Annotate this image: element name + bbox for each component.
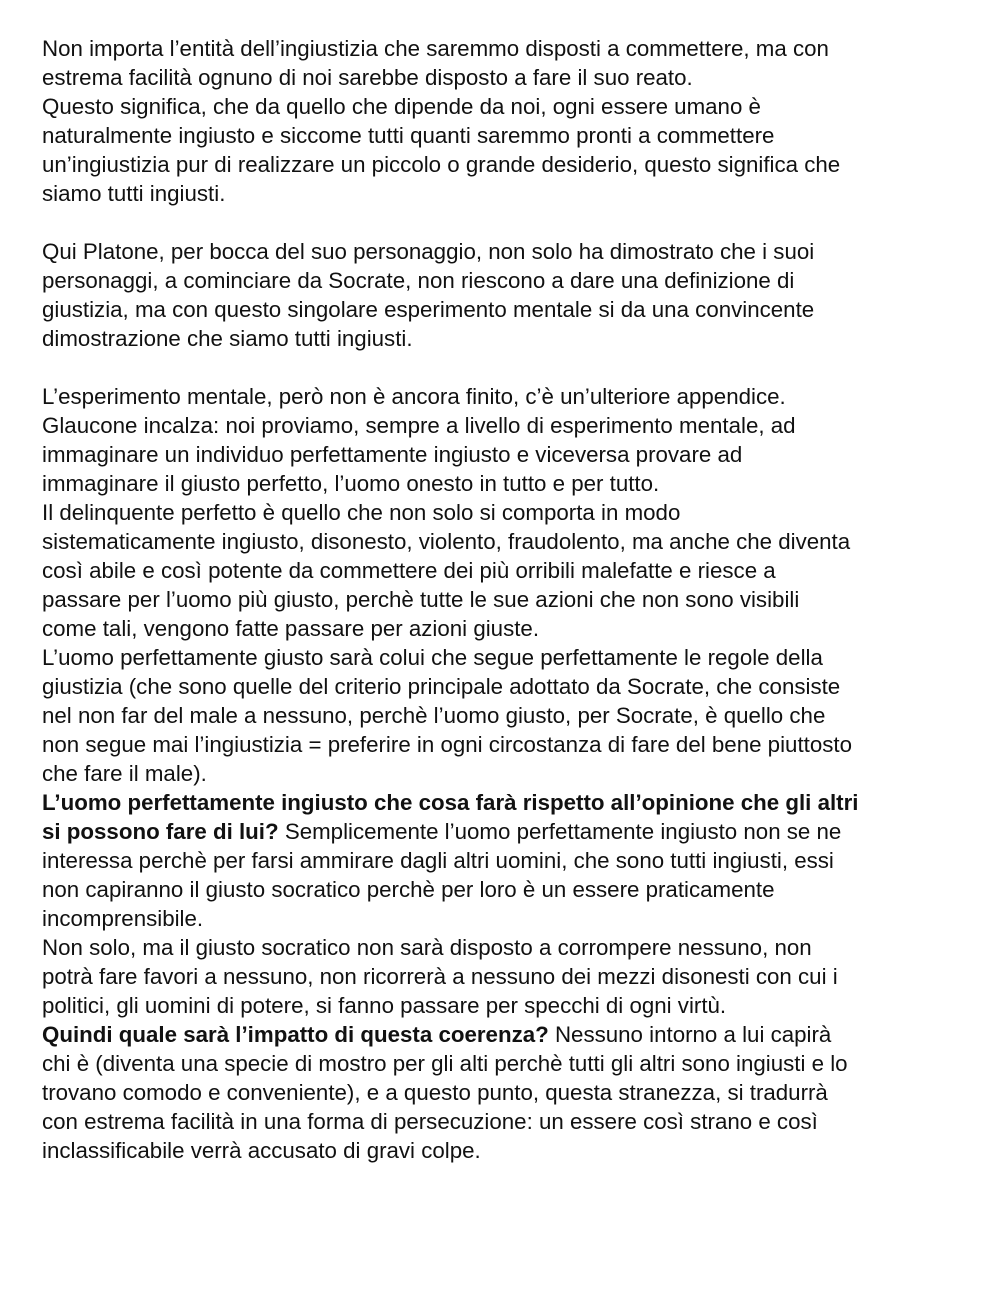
text-block-question-2 (42, 1020, 972, 1049)
text-line: Questo significa, che da quello che dipende da noi, ogni essere umano è (42, 94, 761, 119)
text-run: Nessuno intorno a lui capirà (548, 1022, 832, 1047)
mixed-line (42, 1020, 972, 1049)
text-line: con estrema facilità in una forma di persecuzione: un essere così strano e così (42, 1109, 818, 1134)
text-block-after-question-1 (42, 846, 972, 1020)
text-line: siamo tutti ingiusti. (42, 181, 226, 206)
text-line: che fare il male). (42, 761, 207, 786)
text-block-question-1 (42, 788, 972, 846)
text-line: Glaucone incalza: noi proviamo, sempre a livello di esperimento mentale, ad (42, 413, 796, 438)
text-line: personaggi, a cominciare da Socrate, non riescono a dare una definizione di (42, 268, 795, 293)
text-block-after-question-2 (42, 1049, 972, 1165)
text-line: estrema facilità ognuno di noi sarebbe disposto a fare il suo reato. (42, 65, 693, 90)
bold-question: Quindi quale sarà l’impatto di questa coerenza? (42, 1022, 549, 1047)
text-line: immaginare il giusto perfetto, l’uomo onesto in tutto e per tutto. (42, 471, 660, 496)
text-line: sistematicamente ingiusto, disonesto, violento, fraudolento, ma anche che diventa (42, 529, 851, 554)
text-line: naturalmente ingiusto e siccome tutti quanti saremmo pronti a commettere (42, 123, 775, 148)
paragraph-gap (42, 353, 972, 382)
text-line: giustizia, ma con questo singolare esperimento mentale si da una convincente (42, 297, 815, 322)
text-line: nel non far del male a nessuno, perchè l’uomo giusto, per Socrate, è quello che (42, 703, 826, 728)
text-line: come tali, vengono fatte passare per azioni giuste. (42, 616, 540, 641)
mixed-line (42, 817, 972, 846)
paragraph-gap (42, 208, 972, 237)
text-line: Non solo, ma il giusto socratico non sarà disposto a corrompere nessuno, non (42, 935, 812, 960)
document-page (42, 34, 972, 1165)
text-line: chi è (diventa una specie di mostro per gli alti perchè tutti gli altri sono ingiusti e lo (42, 1051, 848, 1076)
text-line: passare per l’uomo più giusto, perchè tutte le sue azioni che non sono visibili (42, 587, 800, 612)
text-line: giustizia (che sono quelle del criterio principale adottato da Socrate, che consiste (42, 674, 841, 699)
text-line: politici, gli uomini di potere, si fanno passare per specchi di ogni virtù. (42, 993, 727, 1018)
bold-question-line: L’uomo perfettamente ingiusto che cosa farà rispetto all’opinione che gli altri (42, 790, 859, 815)
text-line: potrà fare favori a nessuno, non ricorrerà a nessuno dei mezzi disonesti con cui i (42, 964, 838, 989)
bold-question-end: si possono fare di lui? (42, 819, 279, 844)
text-line: dimostrazione che siamo tutti ingiusti. (42, 326, 413, 351)
text-line: incomprensibile. (42, 906, 204, 931)
text-line: Qui Platone, per bocca del suo personaggio, non solo ha dimostrato che i suoi (42, 239, 815, 264)
text-line: trovano comodo e conveniente), e a questo punto, questa stranezza, si tradurrà (42, 1080, 828, 1105)
text-line: L’esperimento mentale, però non è ancora finito, c’è un’ulteriore appendice. (42, 384, 786, 409)
text-block-intro (42, 34, 972, 788)
text-line: non capiranno il giusto socratico perchè per loro è un essere praticamente (42, 877, 775, 902)
text-line: Non importa l’entità dell’ingiustizia che saremmo disposti a commettere, ma con (42, 36, 829, 61)
text-line: un’ingiustizia pur di realizzare un piccolo o grande desiderio, questo significa che (42, 152, 841, 177)
text-line: L’uomo perfettamente giusto sarà colui che segue perfettamente le regole della (42, 645, 823, 670)
text-line: inclassificabile verrà accusato di gravi colpe. (42, 1138, 481, 1163)
text-line: non segue mai l’ingiustizia = preferire in ogni circostanza di fare del bene piuttosto (42, 732, 852, 757)
text-line: così abile e così potente da commettere dei più orribili malefatte e riesce a (42, 558, 776, 583)
text-line: immaginare un individuo perfettamente ingiusto e viceversa provare ad (42, 442, 743, 467)
text-line: interessa perchè per farsi ammirare dagli altri uomini, che sono tutti ingiusti, essi (42, 848, 834, 873)
text-line: Il delinquente perfetto è quello che non solo si comporta in modo (42, 500, 681, 525)
text-run: Semplicemente l’uomo perfettamente ingiusto non se ne (278, 819, 842, 844)
